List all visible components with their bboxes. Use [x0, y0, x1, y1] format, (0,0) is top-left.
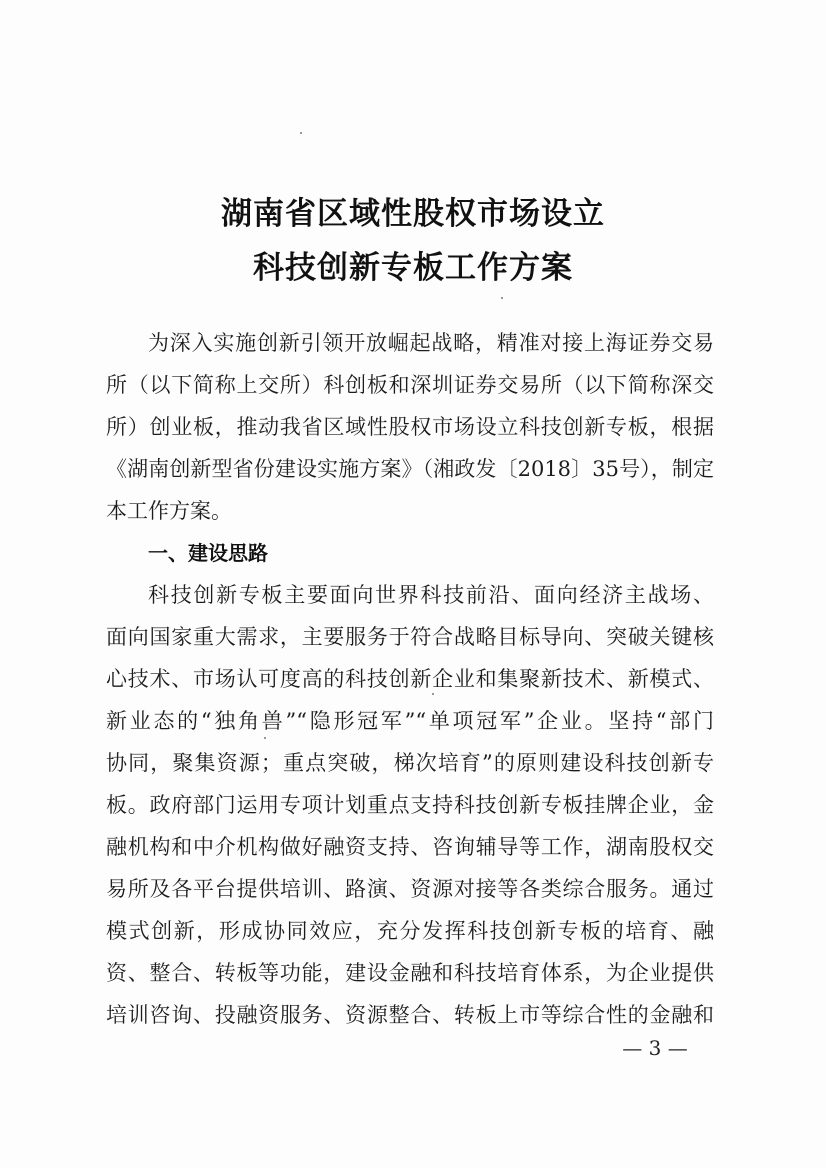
body-line-10: 资、整合、转板等功能，建设金融和科技培育体系，为企业提供 — [106, 961, 714, 985]
intro-line-3: 所）创业板，推动我省区域性股权市场设立科技创新专板，根据 — [106, 415, 714, 439]
document-title-line-1: 湖南省区域性股权市场设立 — [221, 196, 605, 232]
body-line-3: 心技术、市场认可度高的科技创新企业和集聚新技术、新模式、 — [106, 667, 714, 691]
body-line-4: 新业态的“独角兽”“隐形冠军”“单项冠军”企业。坚持“部门 — [106, 709, 714, 733]
document-title-line-2: 科技创新专板工作方案 — [253, 250, 573, 286]
body-line-2: 面向国家重大需求，主要服务于符合战略目标导向、突破关键核 — [106, 625, 714, 649]
intro-line-4: 《湖南创新型省份建设实施方案》（湘政发〔2018〕35号），制定 — [106, 457, 714, 481]
body-line-1: 科技创新专板主要面向世界科技前沿、面向经济主战场、 — [148, 583, 714, 607]
body-line-6: 板。政府部门运用专项计划重点支持科技创新专板挂牌企业，金 — [106, 793, 714, 817]
body-line-5: 协同，聚集资源；重点突破，梯次培育”的原则建设科技创新专 — [106, 751, 714, 775]
scan-speck — [264, 737, 266, 739]
intro-line-2: 所（以下简称上交所）科创板和深圳证券交易所（以下简称深交 — [106, 373, 714, 397]
intro-line-5: 本工作方案。 — [106, 499, 232, 523]
intro-line-1: 为深入实施创新引领开放崛起战略，精准对接上海证券交易 — [148, 331, 714, 355]
body-line-11: 培训咨询、投融资服务、资源整合、转板上市等综合性的金融和 — [106, 1003, 714, 1027]
scan-speck — [300, 132, 302, 134]
body-line-7: 融机构和中介机构做好融资支持、咨询辅导等工作，湖南股权交 — [106, 835, 714, 859]
body-line-8: 易所及各平台提供培训、路演、资源对接等各类综合服务。通过 — [106, 877, 714, 901]
scan-speck — [432, 693, 434, 695]
body-line-9: 模式创新，形成协同效应，充分发挥科技创新专板的培育、融 — [106, 919, 714, 943]
scan-speck — [501, 297, 503, 299]
page-number: — 3 — — [622, 1036, 688, 1060]
section-heading: 一、建设思路 — [148, 541, 268, 565]
